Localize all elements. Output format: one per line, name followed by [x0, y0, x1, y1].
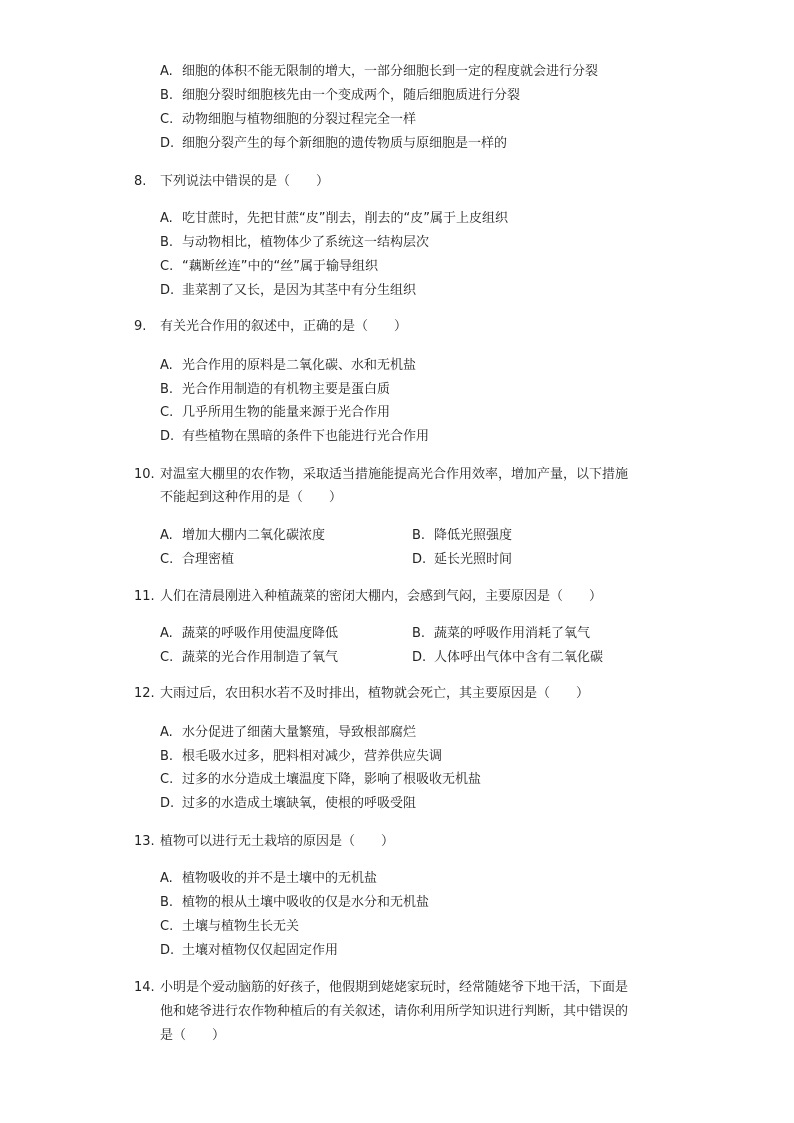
option-label: D.	[160, 429, 175, 444]
option-text: 与动物相比，植物体少了系统这一结构层次	[182, 235, 430, 250]
option-text: 土壤与植物生长无关	[182, 919, 300, 934]
option-text: 细胞的体积不能无限制的增大，一部分细胞长到一定的程度就会进行分裂	[182, 64, 599, 79]
q8-option-a	[160, 210, 508, 228]
q11-stem: 人们在清晨刚进入种植蔬菜的密闭大棚内，会感到气闷，主要原因是（ ）	[160, 589, 603, 604]
option-text: 植物吸收的并不是土壤中的无机盐	[182, 871, 378, 886]
option-label: D.	[160, 796, 175, 811]
option-text: 光合作用制造的有机物主要是蛋白质	[182, 382, 391, 397]
option-label: C.	[160, 650, 174, 665]
option-text: 蔬菜的光合作用制造了氧气	[182, 650, 339, 665]
q12-option-c	[160, 771, 481, 789]
q9-stem: 有关光合作用的叙述中，正确的是（ ）	[160, 319, 408, 334]
q12-option-d	[160, 795, 416, 813]
option-text: 光合作用的原料是二氧化碳、水和无机盐	[182, 358, 417, 373]
option-text: 合理密植	[182, 552, 235, 567]
q10-stem-line-2: 不能起到这种作用的是（ ）	[160, 490, 343, 505]
option-label: B.	[160, 382, 174, 397]
option-text: 植物的根从土壤中吸收的仅是水分和无机盐	[182, 895, 430, 910]
q10-option-b	[412, 527, 512, 545]
option-text: 几乎所用生物的能量来源于光合作用	[182, 405, 391, 420]
option-label: D.	[160, 943, 175, 958]
q13-stem: 植物可以进行无土栽培的原因是（ ）	[160, 834, 395, 849]
option-text: 蔬菜的呼吸作用消耗了氧气	[434, 626, 591, 641]
option-label: C.	[160, 405, 174, 420]
option-label: B.	[160, 88, 174, 103]
option-text: 土壤对植物仅仅起固定作用	[182, 943, 339, 958]
option-text: 降低光照强度	[434, 528, 513, 543]
option-label: D.	[412, 650, 427, 665]
option-label: B.	[160, 235, 174, 250]
option-text: 水分促进了细菌大量繁殖，导致根部腐烂	[182, 725, 417, 740]
option-text: 过多的水造成土壤缺氧，使根的呼吸受阻	[182, 796, 417, 811]
option-label: A.	[160, 64, 173, 79]
option-label: B.	[160, 895, 174, 910]
q8-option-b	[160, 234, 429, 252]
q12-option-a	[160, 724, 416, 742]
option-text: 细胞分裂产生的每个新细胞的遗传物质与原细胞是一样的	[182, 136, 508, 151]
q7-option-b	[160, 87, 520, 105]
q8-option-c	[160, 258, 378, 276]
option-label: A.	[160, 871, 173, 886]
option-label: C.	[160, 552, 174, 567]
q8-number: 8.	[134, 174, 147, 189]
option-text: 根毛吸水过多，肥料相对减少，营养供应失调	[182, 749, 443, 764]
q9-option-a	[160, 357, 416, 375]
option-label: C.	[160, 772, 174, 787]
option-text: 有些植物在黑暗的条件下也能进行光合作用	[182, 429, 430, 444]
q10-stem-line-1: 对温室大棚里的农作物，采取适当措施能提高光合作用效率，增加产量，以下措施	[160, 467, 629, 482]
option-text: 蔬菜的呼吸作用使温度降低	[182, 626, 339, 641]
q12-option-b	[160, 748, 442, 766]
q9-option-c	[160, 404, 390, 422]
q12-stem: 大雨过后，农田积水若不及时排出，植物就会死亡，其主要原因是（ ）	[160, 686, 590, 701]
option-label: B.	[412, 626, 426, 641]
option-label: D.	[412, 552, 427, 567]
q12-number: 12.	[134, 686, 155, 701]
option-label: D.	[160, 283, 175, 298]
q11-option-c	[160, 649, 338, 667]
q11-option-d	[412, 649, 603, 667]
option-label: B.	[160, 749, 174, 764]
q10-option-d	[412, 551, 512, 569]
option-text: 过多的水分造成土壤温度下降，影响了根吸收无机盐	[182, 772, 482, 787]
option-label: A.	[160, 358, 173, 373]
q13-option-b	[160, 894, 429, 912]
q13-option-a	[160, 870, 377, 888]
option-label: A.	[160, 626, 173, 641]
option-text: 人体呼出气体中含有二氧化碳	[434, 650, 604, 665]
option-label: A.	[160, 725, 173, 740]
q7-option-a	[160, 63, 598, 81]
option-label: C.	[160, 919, 174, 934]
option-text: 吃甘蔗时，先把甘蔗“皮”削去，削去的“皮”属于上皮组织	[182, 211, 508, 226]
option-text: 增加大棚内二氧化碳浓度	[182, 528, 326, 543]
option-text: “藕断丝连”中的“丝”属于输导组织	[182, 259, 378, 274]
q13-option-c	[160, 918, 299, 936]
q14-number: 14.	[134, 980, 155, 995]
q9-option-d	[160, 428, 429, 446]
q9-number: 9.	[134, 319, 147, 334]
q11-option-b	[412, 625, 590, 643]
option-text: 韭菜割了又长，是因为其茎中有分生组织	[182, 283, 417, 298]
option-text: 动物细胞与植物细胞的分裂过程完全一样	[182, 112, 417, 127]
option-label: B.	[412, 528, 426, 543]
q10-option-c	[160, 551, 234, 569]
q13-option-d	[160, 942, 338, 960]
q8-option-d	[160, 282, 416, 300]
option-label: A.	[160, 211, 173, 226]
q7-option-c	[160, 111, 416, 129]
q7-option-d	[160, 135, 507, 153]
option-label: A.	[160, 528, 173, 543]
q14-stem-line-1: 小明是个爱动脑筋的好孩子，他假期到姥姥家玩时，经常随姥爷下地干活，下面是	[160, 980, 629, 995]
q10-number: 10.	[134, 467, 155, 482]
q9-option-b	[160, 381, 390, 399]
option-text: 细胞分裂时细胞核先由一个变成两个，随后细胞质进行分裂	[182, 88, 521, 103]
q13-number: 13.	[134, 834, 155, 849]
option-label: C.	[160, 112, 174, 127]
option-label: C.	[160, 259, 174, 274]
option-text: 延长光照时间	[434, 552, 513, 567]
q11-number: 11.	[134, 589, 155, 604]
option-label: D.	[160, 136, 175, 151]
q8-stem: 下列说法中错误的是（ ）	[160, 174, 330, 189]
q11-option-a	[160, 625, 338, 643]
q14-stem-line-3: 是（ ）	[160, 1028, 226, 1043]
q14-stem-line-2: 他和姥爷进行农作物种植后的有关叙述，请你利用所学知识进行判断，其中错误的	[160, 1004, 629, 1019]
q10-option-a	[160, 527, 325, 545]
